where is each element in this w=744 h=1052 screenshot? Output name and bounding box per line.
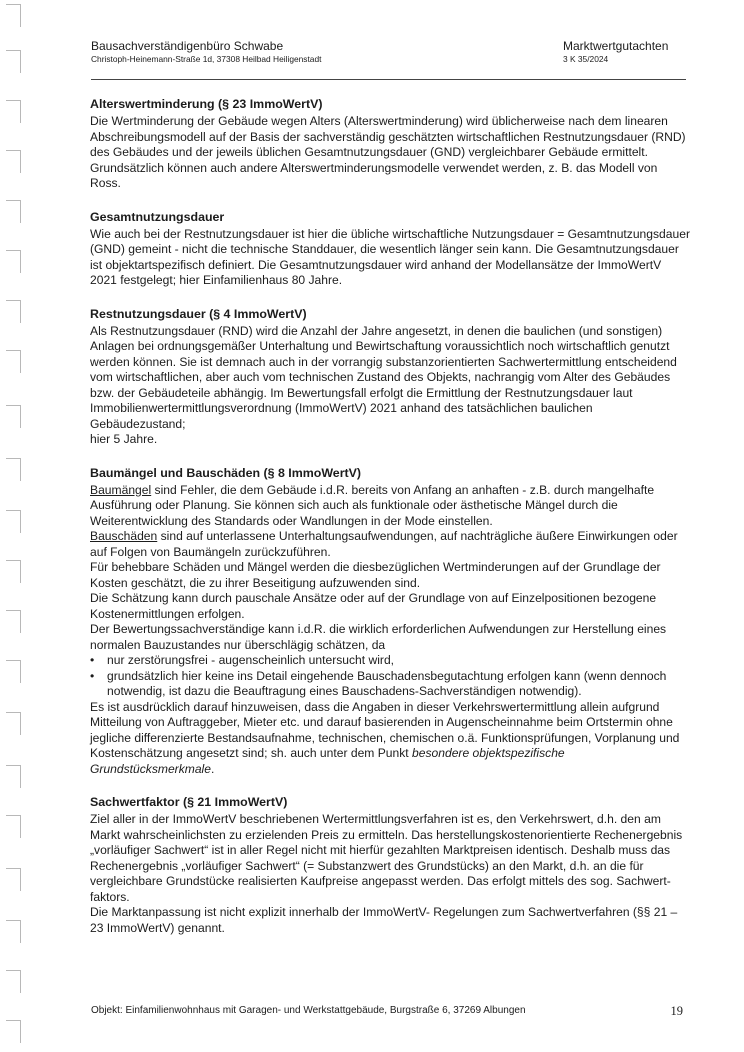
document-block [563, 39, 668, 65]
document-reference: 3 K 35/2024 [563, 54, 609, 64]
section-paragraph: Die Schätzung kann durch pauschale Ansätze oder auf der Grundlage von auf Einzelpositionen bezogene Kostenermittlungen erfolgen. [90, 591, 657, 621]
binding-ring [6, 350, 21, 373]
binding-ring [6, 300, 21, 323]
page-content [90, 96, 690, 953]
section-heading: Baumängel und Bauschäden (§ 8 ImmoWertV) [90, 465, 362, 480]
paragraph-text: sind auf unterlassene Unterhaltungsaufwendungen, auf nachträgliche äußere Einwirkungen oder auf Folgen von Baumängeln zurückzuführen. [90, 529, 678, 559]
section-heading: Sachwertfaktor (§ 21 ImmoWertV) [90, 795, 288, 809]
bullet-list [90, 653, 690, 700]
document-type: Marktwertgutachten [563, 39, 669, 53]
binding-ring [6, 100, 21, 123]
binding-ring [6, 712, 21, 735]
binding-ring [6, 868, 21, 891]
binding-rings [0, 0, 26, 1052]
section-paragraph [90, 529, 690, 560]
section-paragraph: Der Bewertungssachverständige kann i.d.R. die wirklich erforderlichen Aufwendungen zur Herstellung eines normalen Bauzustandes nur überschlägig schätzen, da [90, 622, 667, 652]
page-header [91, 39, 686, 80]
binding-ring [6, 970, 21, 993]
office-block [91, 39, 321, 65]
binding-ring [6, 200, 21, 223]
section-sachwertfaktor [90, 794, 690, 936]
paragraph-text: Es ist ausdrücklich darauf hinzuweisen, dass die Angaben in dieser Verkehrswertermittlung allein aufgrund Mitteilung von Auftraggeber, Mieter etc. und darauf basierenden in Augenscheinnahme beim Ortstermin ohne jegliche differenzierte Bestandsaufnahme, technischen, chemischen o.ä. Funktionsprüfungen, Vorplanung und Kostenschätzung angesetzt sind; sh. auch unter dem Punkt [90, 699, 680, 760]
section-paragraph [90, 483, 690, 530]
emphasis-reference: besondere objektspezifische Grundstücksmerkmale [90, 746, 565, 776]
paragraph-text: sind Fehler, die dem Gebäude i.d.R. bereits von Anfang an anhaften - z.B. durch mangelhafte Ausführung oder Planung. Sie können sich auch als funktionale oder ästhetische Mängel durch die Weiterentwicklung des Standards oder Wandlungen in der Mode einstellen. [90, 482, 655, 528]
object-description: Objekt: Einfamilienwohnhaus mit Garagen- und Werkstattgebäude, Burgstraße 6, 37269 Albungen [91, 1005, 526, 1016]
binding-ring [6, 405, 21, 428]
binding-ring [6, 510, 21, 533]
section-heading: Alterswertminderung (§ 23 ImmoWertV) [90, 97, 323, 111]
office-name: Bausachverständigenbüro Schwabe [91, 39, 284, 53]
list-item: • nur zerstörungsfrei - augenscheinlich untersucht wird, [90, 653, 690, 669]
section-gesamtnutzungsdauer [90, 209, 690, 289]
section-alterswertminderung [90, 96, 690, 192]
section-paragraph: Als Restnutzungsdauer (RND) wird die Anzahl der Jahre angesetzt, in denen die baulichen (und sonstigen) Anlagen bei ordnungsgemäßer Unterhaltung und Bewirtschaftung voraussichtlich noch wirtschaftlich genutzt werden können. Sie ist demnach auch in der vorrangig substanzorientierten Sachwertermittlung entscheidend vom wirtschaftlichen, aber auch vom technischen Zustand des Objekts, nachrangig vom Alter des Gebäudes bzw. der Gebäudeteile abhängig. Im Bewertungsfall erfolgt die Ermittlung der Restnutzungsdauer laut Immobilienwertermittlungsverordnung (ImmoWertV) 2021 anhand des tatsächlichen baulichen Gebäudezustand; [90, 323, 677, 431]
binding-ring [6, 765, 21, 788]
binding-ring [6, 250, 21, 273]
binding-ring [6, 610, 21, 633]
section-restnutzungsdauer [90, 306, 690, 448]
section-paragraph: Für behebbare Schäden und Mängel werden die diesbezüglichen Wertminderungen auf der Grundlage der Kosten geschätzt, die zu ihrer Beseitigung aufzuwenden sind. [90, 560, 661, 590]
binding-ring [6, 660, 21, 683]
binding-ring [6, 50, 21, 73]
binding-ring [6, 4, 21, 27]
section-paragraph-end: hier 5 Jahre. [90, 432, 158, 446]
office-address: Christoph-Heinemann-Straße 1d, 37308 Heilbad Heiligenstadt [91, 54, 322, 64]
list-item: • grundsätzlich hier keine ins Detail eingehende Bauschadensbegutachtung erfolgen kann (wenn dennoch notwendig, ist dazu die Beauftragung eines Bauschadens-Sachverständigen notwendig). [90, 669, 690, 700]
section-baumaengel-bauschaeden [90, 465, 690, 778]
section-heading: Restnutzungsdauer (§ 4 ImmoWertV) [90, 306, 307, 321]
section-paragraph: Die Marktanpassung ist nicht explizit innerhalb der ImmoWertV- Regelungen zum Sachwertverfahren (§§ 21 – 23 ImmoWertV) genannt. [90, 905, 678, 935]
term-bauschaeden: Bauschäden [90, 529, 158, 543]
section-heading: Gesamtnutzungsdauer [90, 209, 225, 224]
page-number: 19 [670, 1004, 683, 1018]
section-paragraph: Die Wertminderung der Gebäude wegen Alters (Alterswertminderung) wird üblicherweise nach dem linearen Abschreibungsmodell auf der Basis der sachverständig geschätzten wirtschaftlichen Restnutzungsdauer (RND) des Gebäudes und der jeweils üblichen Gesamtnutzungsdauer (GND) vergleichbarer Gebäude ermittelt. Grundsätzlich können auch andere Alterswertminderungsmodelle verwendet werden, z. B. das Modell von Ross. [90, 114, 686, 190]
section-paragraph [90, 700, 690, 778]
section-paragraph: Ziel aller in der ImmoWertV beschriebenen Wertermittlungsverfahren ist es, den Verkehrswert, d.h. den am Markt wahrscheinlichsten zu erzielenden Preis zu ermitteln. Das herstellungskostenorientierte Rechenergebnis „vorläufiger Sachwert“ ist in aller Regel nicht mit hierfür gezahlten Marktpreisen identisch. Deshalb muss das Rechenergebnis „vorläufiger Sachwert“ (= Substanzwert des Grundstücks) an den Markt, d.h. an die für vergleichbare Grundstücke realisierten Kaufpreise angepasst werden. Das erfolgt mittels des sog. Sachwert-faktors. [90, 812, 683, 904]
page-footer [91, 1005, 686, 1021]
paragraph-text: . [210, 761, 215, 776]
binding-ring [6, 815, 21, 838]
section-paragraph: Wie auch bei der Restnutzungsdauer ist hier die übliche wirtschaftliche Nutzungsdauer = Gesamtnutzungsdauer (GND) gemeint - nicht die technische Standdauer, die wesentlich länger sein kann. Die Gesamtnutzungsdauer ist objektartspezifisch definiert. Die Gesamtnutzungsdauer wird anhand der Modellansätze der ImmoWertV 2021 festgelegt; hier Einfamilienhaus 80 Jahre. [90, 226, 690, 287]
term-baumaengel: Baumängel [90, 482, 152, 497]
binding-ring [6, 150, 21, 173]
binding-ring [6, 920, 21, 943]
binding-ring [6, 458, 21, 481]
binding-ring [6, 1020, 21, 1043]
binding-ring [6, 560, 21, 583]
